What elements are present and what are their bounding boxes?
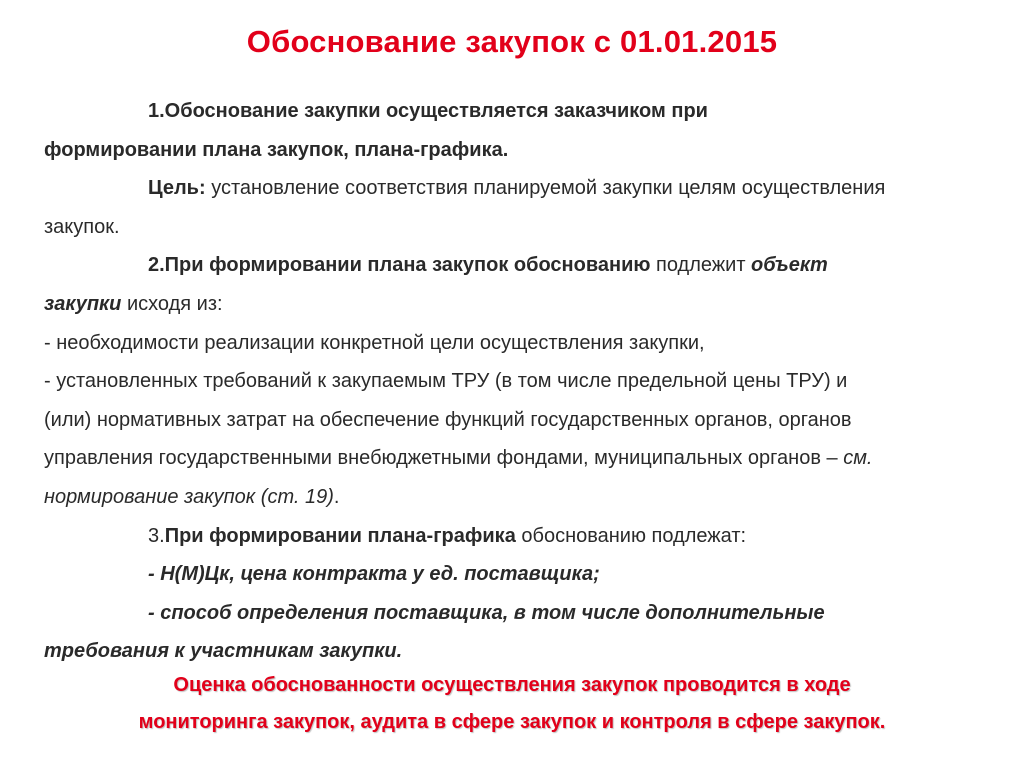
- p3-num: 3.: [148, 524, 165, 547]
- conclusion-line2: мониторинга закупок, аудита в сфере закупок и контроля в сфере закупок.: [138, 711, 886, 733]
- p3-bullet-1: - Н(М)Цк, цена контракта у ед. поставщика;: [148, 563, 600, 586]
- goal-line1: [44, 169, 992, 208]
- p3-rest: обоснованию подлежат:: [515, 524, 747, 547]
- p2-bold: 2.При формировании плана закупок обоснованию: [148, 254, 651, 277]
- p1-line1: 1.Обоснование закупки осуществляется заказчиком при: [148, 100, 708, 122]
- item-2-see: см.: [843, 447, 873, 470]
- item-2-line3: [44, 439, 992, 478]
- goal-text1: установление соответствия планируемой закупки целям осуществления: [205, 177, 886, 200]
- item-2-line2: (или) нормативных затрат на обеспечение функций государственных органов, органов: [44, 408, 852, 431]
- p2-line1: [44, 246, 992, 285]
- item-2-line4: [44, 478, 992, 517]
- p3-bullet-2-line1: - способ определения поставщика, в том числе дополнительные: [148, 601, 825, 624]
- item-2-line3-text: управления государственными внебюджетными фондами, муниципальных органов –: [44, 447, 844, 470]
- p3-line1: [44, 517, 992, 556]
- slide-title: Обоснование закупок с 01.01.2015: [246, 24, 778, 59]
- item-2-reference: нормирование закупок (ст. 19): [44, 485, 334, 508]
- p2-object: объект: [751, 254, 828, 277]
- goal-line2: закупок.: [44, 215, 120, 238]
- p2-rest: исходя из:: [121, 292, 223, 315]
- p1-line2: формировании плана закупок, плана-графика.: [44, 138, 509, 161]
- p3-bullet-2-line2: требования к участникам закупки.: [44, 640, 403, 663]
- item-2-end: .: [333, 485, 340, 508]
- goal-label: Цель:: [148, 177, 206, 200]
- p2-line2: [44, 285, 992, 324]
- item-1: - необходимости реализации конкретной цели осуществления закупки,: [44, 331, 705, 354]
- slide-body: [44, 92, 992, 671]
- slide-conclusion: [0, 667, 1024, 741]
- p2-normal: подлежит: [650, 254, 752, 277]
- p2-purchase: закупки: [44, 292, 122, 315]
- item-2-line1: - установленных требований к закупаемым ТРУ (в том числе предельной цены ТРУ) и: [44, 370, 848, 393]
- p3-bold: При формировании плана-графика: [164, 524, 516, 547]
- conclusion-line1: Оценка обоснованности осуществления закупок проводится в ходе: [173, 674, 851, 696]
